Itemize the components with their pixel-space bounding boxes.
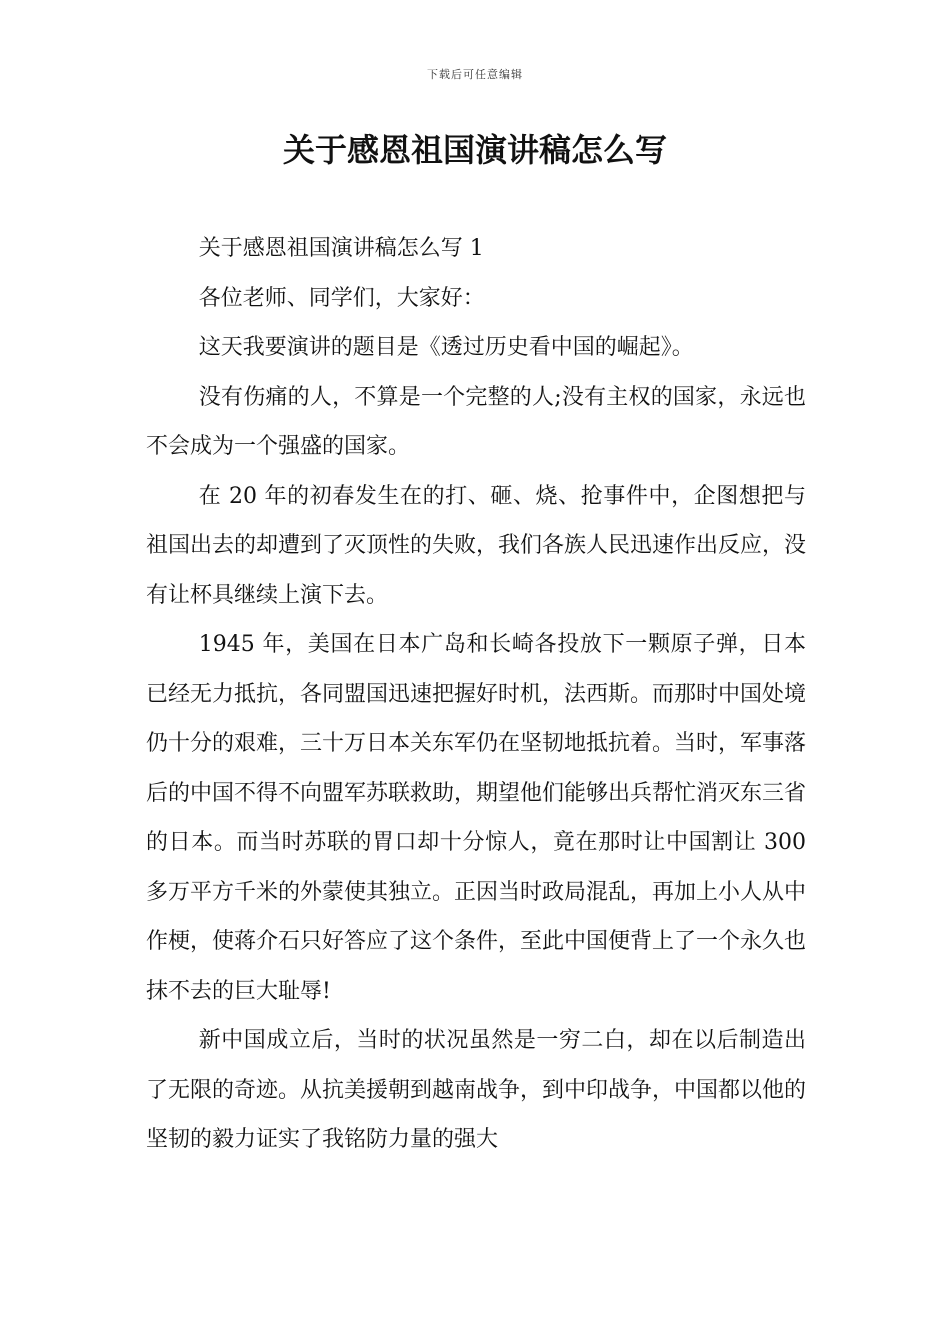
paragraph-new-china: 新中国成立后，当时的状况虽然是一穷二白，却在以后制造出了无限的奇迹。从抗美援朝到越南战争，到中印战争，中国都以他的坚韧的毅力证实了我铭防力量的强大 (146, 1028, 807, 1152)
paragraph-1945: 1945 年，美国在日本广岛和长崎各投放下一颗原子弹，日本已经无力抵抗，各同盟国迅速把握好时机，法西斯。而那时中国处境仍十分的艰难，三十万日本关东军仍在坚韧地抵抗着。当时，军事落后的中国不得不向盟军苏联救助，期望他们能够出兵帮忙消灭东三省的日本。而当时苏联的胃口却十分惊人，竟在那时让中国割让 300 多万平方千米的外蒙使其独立。正因当时政局混乱，再加上小人从中作梗，使蒋介石只好答应了这个条件，至此中国便背上了一个永久也抹不去的巨大耻辱! (146, 632, 807, 1004)
document-body (146, 224, 806, 1165)
paragraph-sovereignty: 没有伤痛的人，不算是一个完整的人;没有主权的国家，永远也不会成为一个强盛的国家。 (146, 384, 806, 459)
paragraph-subtitle: 关于感恩祖国演讲稿怎么写 1 (198, 236, 484, 261)
document-title: 关于感恩祖国演讲稿怎么写 (282, 131, 667, 169)
paragraph-topic: 这天我要演讲的题目是《透过历史看中国的崛起》。 (198, 335, 694, 360)
paragraph-greeting: 各位老师、同学们，大家好： (198, 285, 485, 311)
paragraph-incident: 在 20 年的初春发生在的打、砸、烧、抢事件中，企图想把与祖国出去的却遭到了灭顶性的失败，我们各族人民迅速作出反应，没有让杯具继续上演下去。 (146, 483, 807, 608)
header-note: 下载后可任意编辑 (427, 68, 523, 81)
